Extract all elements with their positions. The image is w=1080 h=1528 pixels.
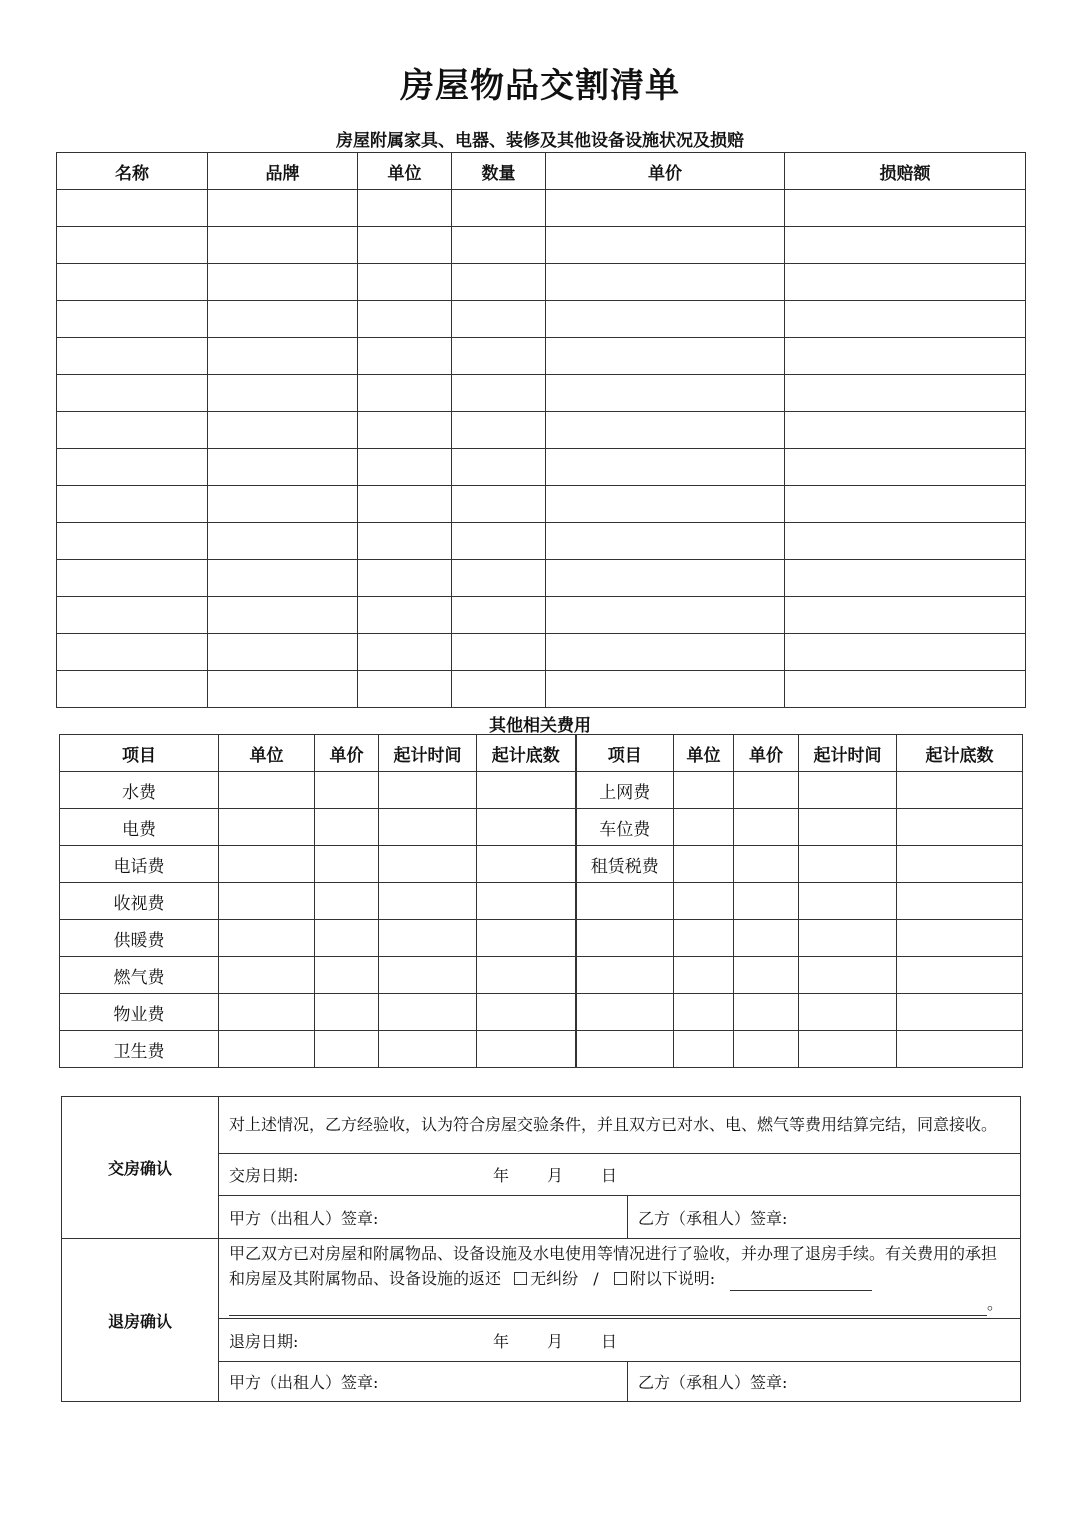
table-cell[interactable] — [208, 227, 358, 264]
table-cell[interactable] — [452, 671, 546, 708]
table-cell[interactable] — [208, 634, 358, 671]
table-cell[interactable] — [674, 957, 734, 994]
table-row — [57, 375, 1026, 412]
table-cell[interactable] — [452, 634, 546, 671]
table-cell[interactable] — [379, 772, 477, 809]
table-cell[interactable] — [358, 375, 452, 412]
table-cell[interactable] — [799, 920, 897, 957]
table-cell[interactable] — [546, 597, 785, 634]
table-cell[interactable] — [452, 523, 546, 560]
table-cell[interactable] — [799, 957, 897, 994]
table-cell[interactable] — [785, 264, 1026, 301]
fee-item-label: 电话费 — [60, 846, 219, 883]
table-cell[interactable] — [785, 375, 1026, 412]
checkin-party-b-signature[interactable] — [628, 1196, 1021, 1239]
table-cell[interactable] — [546, 264, 785, 301]
table-cell[interactable] — [379, 957, 477, 994]
option-no-dispute[interactable] — [514, 1269, 578, 1288]
table-cell[interactable] — [546, 523, 785, 560]
table-row — [57, 671, 1026, 708]
table-row — [57, 301, 1026, 338]
checkout-date-row[interactable] — [219, 1319, 1021, 1362]
table-cell[interactable] — [379, 920, 477, 957]
table-cell[interactable] — [219, 883, 315, 920]
table-cell[interactable] — [452, 264, 546, 301]
table-row — [57, 597, 1026, 634]
table-cell[interactable] — [897, 772, 1023, 809]
table-cell[interactable] — [57, 560, 208, 597]
table-cell[interactable] — [208, 486, 358, 523]
column-header: 单位 — [219, 735, 315, 772]
table-cell[interactable] — [897, 846, 1023, 883]
column-header: 单位 — [674, 735, 734, 772]
table-cell[interactable] — [452, 227, 546, 264]
column-header: 项目 — [576, 735, 674, 772]
table-cell[interactable] — [57, 597, 208, 634]
table-cell[interactable] — [208, 301, 358, 338]
table-cell[interactable] — [208, 449, 358, 486]
column-header: 单价 — [734, 735, 799, 772]
column-header: 起计时间 — [799, 735, 897, 772]
column-header: 单价 — [546, 153, 785, 190]
table-cell[interactable] — [57, 412, 208, 449]
column-header: 项目 — [60, 735, 219, 772]
checkbox-icon[interactable] — [614, 1272, 627, 1285]
table-cell[interactable] — [208, 338, 358, 375]
table-cell[interactable] — [452, 560, 546, 597]
table-row — [57, 264, 1026, 301]
checkout-statement: 甲乙双方已对房屋和附属物品、设备设施及水电使用等情况进行了验收，并办理了退房手续。有关费用的承担和房屋及其附属物品、设备设施的返还 — [229, 1244, 998, 1288]
table-row — [57, 190, 1026, 227]
table-cell[interactable] — [477, 994, 576, 1031]
table-row — [60, 846, 1023, 883]
checkin-party-a-signature[interactable] — [219, 1196, 628, 1239]
checkin-statement: 对上述情况，乙方经验收，认为符合房屋交验条件，并且双方已对水、电、燃气等费用结算完结，同意接收。 — [219, 1097, 1021, 1154]
fee-item-label — [576, 994, 674, 1031]
option-no-dispute-label: 无纠纷 — [530, 1269, 579, 1288]
table-cell[interactable] — [358, 671, 452, 708]
table-cell[interactable] — [785, 338, 1026, 375]
table-cell[interactable] — [315, 1031, 379, 1068]
table-cell[interactable] — [785, 597, 1026, 634]
table-cell[interactable] — [358, 449, 452, 486]
table-cell[interactable] — [785, 560, 1026, 597]
table-cell[interactable] — [674, 920, 734, 957]
table-cell[interactable] — [219, 809, 315, 846]
table-cell[interactable] — [897, 994, 1023, 1031]
party-a-label: 甲方（出租人）签章: — [229, 1208, 379, 1228]
table-cell[interactable] — [452, 449, 546, 486]
table-cell[interactable] — [799, 994, 897, 1031]
fee-item-label: 租赁税费 — [576, 846, 674, 883]
table-cell[interactable] — [477, 772, 576, 809]
fee-item-label: 上网费 — [576, 772, 674, 809]
column-header: 起计时间 — [379, 735, 477, 772]
table-cell[interactable] — [734, 846, 799, 883]
table-cell[interactable] — [674, 883, 734, 920]
table-cell[interactable] — [785, 449, 1026, 486]
table-cell[interactable] — [477, 920, 576, 957]
table-cell[interactable] — [546, 671, 785, 708]
checkout-label: 退房确认 — [62, 1239, 219, 1402]
checkbox-icon[interactable] — [514, 1272, 527, 1285]
fee-item-label: 卫生费 — [60, 1031, 219, 1068]
table-row — [60, 772, 1023, 809]
table-cell[interactable] — [452, 412, 546, 449]
table-cell[interactable] — [546, 412, 785, 449]
table-cell[interactable] — [897, 883, 1023, 920]
checkout-party-a-signature[interactable] — [219, 1362, 628, 1402]
table-cell[interactable] — [379, 1031, 477, 1068]
table-cell[interactable] — [785, 671, 1026, 708]
table-row — [60, 920, 1023, 957]
table-cell[interactable] — [358, 523, 452, 560]
fee-item-label: 电费 — [60, 809, 219, 846]
table-cell[interactable] — [477, 1031, 576, 1068]
table-cell[interactable] — [57, 375, 208, 412]
fee-item-label: 收视费 — [60, 883, 219, 920]
table-cell[interactable] — [452, 375, 546, 412]
checkout-party-b-signature[interactable] — [628, 1362, 1021, 1402]
table-cell[interactable] — [315, 772, 379, 809]
table-cell[interactable] — [452, 338, 546, 375]
table-cell[interactable] — [219, 1031, 315, 1068]
table-cell[interactable] — [734, 772, 799, 809]
fee-item-label — [576, 1031, 674, 1068]
table-cell[interactable] — [57, 486, 208, 523]
table-cell[interactable] — [785, 301, 1026, 338]
fee-item-label: 燃气费 — [60, 957, 219, 994]
table-cell[interactable] — [57, 227, 208, 264]
table-cell[interactable] — [546, 449, 785, 486]
table-cell[interactable] — [358, 338, 452, 375]
table-row — [57, 338, 1026, 375]
table-cell[interactable] — [358, 227, 452, 264]
table-cell[interactable] — [546, 338, 785, 375]
table-cell[interactable] — [208, 523, 358, 560]
table-row — [60, 994, 1023, 1031]
table-cell[interactable] — [208, 264, 358, 301]
table-row — [57, 227, 1026, 264]
table-cell[interactable] — [477, 809, 576, 846]
table-cell[interactable] — [546, 375, 785, 412]
table-cell[interactable] — [799, 772, 897, 809]
option-separator: / — [593, 1269, 599, 1288]
table-cell[interactable] — [477, 883, 576, 920]
table-cell[interactable] — [219, 846, 315, 883]
table-cell[interactable] — [477, 846, 576, 883]
table-cell[interactable] — [57, 301, 208, 338]
fee-item-label: 车位费 — [576, 809, 674, 846]
table-cell[interactable] — [315, 957, 379, 994]
table-cell[interactable] — [734, 994, 799, 1031]
table-cell[interactable] — [219, 994, 315, 1031]
option-with-notes-label: 附以下说明: — [629, 1269, 716, 1288]
table-header-row — [60, 735, 1023, 772]
table-cell[interactable] — [799, 883, 897, 920]
table-cell[interactable] — [734, 920, 799, 957]
table-cell[interactable] — [358, 486, 452, 523]
month-label: 月 — [547, 1331, 564, 1351]
table-cell[interactable] — [315, 994, 379, 1031]
checkout-date-label: 退房日期: — [229, 1331, 299, 1351]
table-row — [60, 957, 1023, 994]
table-cell[interactable] — [674, 772, 734, 809]
table-cell[interactable] — [208, 560, 358, 597]
column-header: 单位 — [358, 153, 452, 190]
option-with-notes[interactable] — [614, 1269, 715, 1288]
table-cell[interactable] — [315, 883, 379, 920]
table-cell[interactable] — [208, 597, 358, 634]
notes-blank-line-2[interactable] — [229, 1315, 987, 1316]
table-cell[interactable] — [358, 597, 452, 634]
column-header: 起计底数 — [477, 735, 576, 772]
fee-item-label: 水费 — [60, 772, 219, 809]
table-cell[interactable] — [208, 375, 358, 412]
table-cell[interactable] — [546, 560, 785, 597]
table-cell[interactable] — [379, 846, 477, 883]
table-cell[interactable] — [358, 560, 452, 597]
table-cell[interactable] — [57, 338, 208, 375]
table-cell[interactable] — [674, 1031, 734, 1068]
furniture-table — [56, 152, 1026, 708]
table-row — [57, 523, 1026, 560]
table-cell[interactable] — [546, 301, 785, 338]
column-header: 单价 — [315, 735, 379, 772]
fees-section-heading: 其他相关费用 — [489, 716, 591, 736]
table-cell[interactable] — [57, 449, 208, 486]
table-cell[interactable] — [57, 264, 208, 301]
table-cell[interactable] — [57, 634, 208, 671]
party-b-label: 乙方（承租人）签章: — [638, 1373, 788, 1392]
table-cell[interactable] — [897, 1031, 1023, 1068]
table-cell[interactable] — [358, 412, 452, 449]
table-cell[interactable] — [799, 846, 897, 883]
party-b-label: 乙方（承租人）签章: — [638, 1208, 788, 1228]
table-cell[interactable] — [799, 809, 897, 846]
column-header: 品牌 — [208, 153, 358, 190]
table-cell[interactable] — [477, 957, 576, 994]
table-cell[interactable] — [734, 1031, 799, 1068]
fees-table — [59, 734, 1023, 1068]
table-row — [57, 560, 1026, 597]
table-cell[interactable] — [734, 809, 799, 846]
table-cell[interactable] — [785, 227, 1026, 264]
fee-item-label — [576, 920, 674, 957]
table-cell[interactable] — [315, 809, 379, 846]
table-cell[interactable] — [674, 809, 734, 846]
table-cell[interactable] — [785, 634, 1026, 671]
table-cell[interactable] — [219, 920, 315, 957]
table-cell[interactable] — [358, 190, 452, 227]
year-label: 年 — [493, 1331, 510, 1351]
table-cell[interactable] — [546, 486, 785, 523]
table-cell[interactable] — [897, 809, 1023, 846]
checkout-statement-cell — [219, 1239, 1021, 1319]
table-cell[interactable] — [379, 883, 477, 920]
table-cell[interactable] — [57, 523, 208, 560]
table-cell[interactable] — [219, 772, 315, 809]
table-cell[interactable] — [315, 846, 379, 883]
table-cell[interactable] — [358, 301, 452, 338]
column-header: 数量 — [452, 153, 546, 190]
column-header: 损赔额 — [785, 153, 1026, 190]
table-cell[interactable] — [452, 486, 546, 523]
table-cell[interactable] — [358, 634, 452, 671]
table-row — [57, 412, 1026, 449]
table-cell[interactable] — [897, 920, 1023, 957]
table-cell[interactable] — [546, 227, 785, 264]
table-row — [60, 809, 1023, 846]
table-row — [57, 486, 1026, 523]
table-cell[interactable] — [734, 957, 799, 994]
table-cell[interactable] — [674, 994, 734, 1031]
table-cell[interactable] — [452, 597, 546, 634]
table-cell[interactable] — [546, 190, 785, 227]
table-cell[interactable] — [379, 994, 477, 1031]
table-cell[interactable] — [57, 190, 208, 227]
checkin-date-row[interactable] — [219, 1154, 1021, 1196]
table-cell[interactable] — [799, 1031, 897, 1068]
table-cell[interactable] — [734, 883, 799, 920]
table-cell[interactable] — [785, 190, 1026, 227]
furniture-section-heading: 房屋附属家具、电器、装修及其他设备设施状况及损赔 — [336, 131, 744, 151]
fee-item-label: 物业费 — [60, 994, 219, 1031]
table-row — [60, 1031, 1023, 1068]
table-cell[interactable] — [208, 671, 358, 708]
end-mark: 。 — [987, 1294, 1004, 1313]
table-header-row — [57, 153, 1026, 190]
table-cell[interactable] — [452, 190, 546, 227]
document-title: 房屋物品交割清单 — [400, 66, 680, 106]
table-cell[interactable] — [57, 671, 208, 708]
checkin-label: 交房确认 — [62, 1097, 219, 1239]
day-label: 日 — [601, 1331, 618, 1351]
fee-item-label — [576, 883, 674, 920]
table-cell[interactable] — [785, 523, 1026, 560]
table-cell[interactable] — [897, 957, 1023, 994]
day-label: 日 — [601, 1166, 618, 1185]
table-cell[interactable] — [315, 920, 379, 957]
table-cell[interactable] — [452, 301, 546, 338]
checkin-date-label: 交房日期: — [229, 1166, 299, 1185]
party-a-label: 甲方（出租人）签章: — [229, 1373, 379, 1392]
table-cell[interactable] — [785, 486, 1026, 523]
fee-item-label — [576, 957, 674, 994]
table-cell[interactable] — [208, 412, 358, 449]
table-row — [60, 883, 1023, 920]
table-cell[interactable] — [674, 846, 734, 883]
year-label: 年 — [493, 1166, 510, 1185]
table-cell[interactable] — [219, 957, 315, 994]
table-cell[interactable] — [208, 190, 358, 227]
table-cell[interactable] — [546, 634, 785, 671]
notes-blank-line[interactable] — [730, 1290, 872, 1291]
table-cell[interactable] — [379, 809, 477, 846]
table-row — [57, 449, 1026, 486]
confirmation-table — [61, 1096, 1021, 1402]
fee-item-label: 供暖费 — [60, 920, 219, 957]
column-header: 起计底数 — [897, 735, 1023, 772]
month-label: 月 — [547, 1166, 564, 1185]
table-cell[interactable] — [785, 412, 1026, 449]
column-header: 名称 — [57, 153, 208, 190]
table-row — [57, 634, 1026, 671]
table-cell[interactable] — [358, 264, 452, 301]
